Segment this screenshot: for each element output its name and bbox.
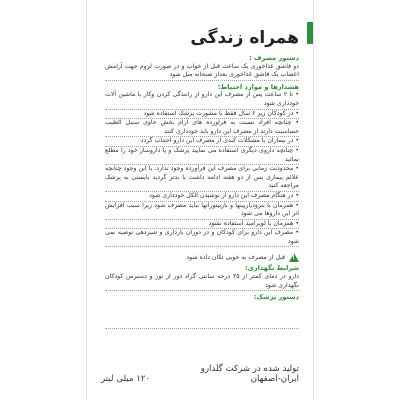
- warning-item: • در بیماران با مشکلات کبدی از مصرف این دارو اجتناب گردد: [105, 137, 299, 147]
- warning-item: • محدودیت زمانی برای مصرف این فراورده وجود ندارد. با این وجود چنانچه علائم بیماری پس از دو هفته ادامه داشت یا بدتر گردید بایستی به پزشک مراجعه کنید: [105, 165, 299, 192]
- usage-heading: دستور مصرف :: [248, 54, 299, 62]
- shake-note: [105, 253, 299, 262]
- warning-item: • تا ۲ ساعت پس از مصرف این دارو از رانندگی کردن وکار با ماشین آلات خودداری شود: [105, 91, 299, 109]
- warning-item: • همزمان با لوپرامید استفاده نشود: [105, 220, 299, 230]
- warning-item: • مصرف این دارو برای کودکان و در دوران بارداری و شیردهی توصیه نمی شود: [105, 229, 299, 247]
- storage-text: دارو در دمای کمتر از ۲۵ درجه سانتی گراد دور از نور و دسترس کودکان نگهداری شود: [105, 273, 299, 291]
- doctor-heading: دستور پزشک:: [253, 293, 299, 302]
- product-label: [86, 0, 314, 400]
- accent-bar: [307, 22, 313, 44]
- volume: ۱۲۰ میلی لیتر: [101, 374, 151, 384]
- company-name: تولید شده در شرکت گلدارو: [200, 364, 299, 374]
- warning-triangle-icon: !: [289, 253, 299, 262]
- product-title: همراه زندگی: [190, 28, 299, 48]
- warning-item: • چنانچه داروی دیگری استفاده می نمایید پزشک و یا داروساز خود را مطلع نمائید: [105, 147, 299, 165]
- label-footer: [101, 364, 299, 384]
- label-content: [105, 54, 299, 329]
- warning-item: • همزمان با بنزودیازپینها و باربیتوراتها نباید مصرف شود زیرا سبب افزایش اثر این داروها می شود: [105, 202, 299, 220]
- usage-text: دو قاشق غذاخوری یک ساعت قبل از خواب و در صورت لزوم جهت آرامش اعصاب یک قاشق غذاخوری بعداز صبحانه میل شود: [105, 63, 299, 81]
- warning-item: • چنانچه افراد نسبت به فراورده های آرام بخش حاوی سنبل الطیب حساسیت دارند از مصرف این دارو باید خودداری کنند: [105, 119, 299, 137]
- doctor-notes-area: [105, 302, 299, 329]
- storage-heading: شرایط نگهداری:: [245, 264, 299, 273]
- warnings-heading: هشدارها و موارد احتیاط:: [217, 82, 299, 91]
- warning-item: • در هنگام مصرف این دارو از نوشیدن الکل خودداری شود: [105, 192, 299, 202]
- location: ایران-اصفهان: [250, 374, 299, 384]
- warning-item: • در کودکان زیر ۶ سال فقط با مشورت پزشک استفاده شود: [105, 110, 299, 120]
- shake-note-text: قبل از مصرف به خوبی تکان داده شود: [186, 253, 285, 261]
